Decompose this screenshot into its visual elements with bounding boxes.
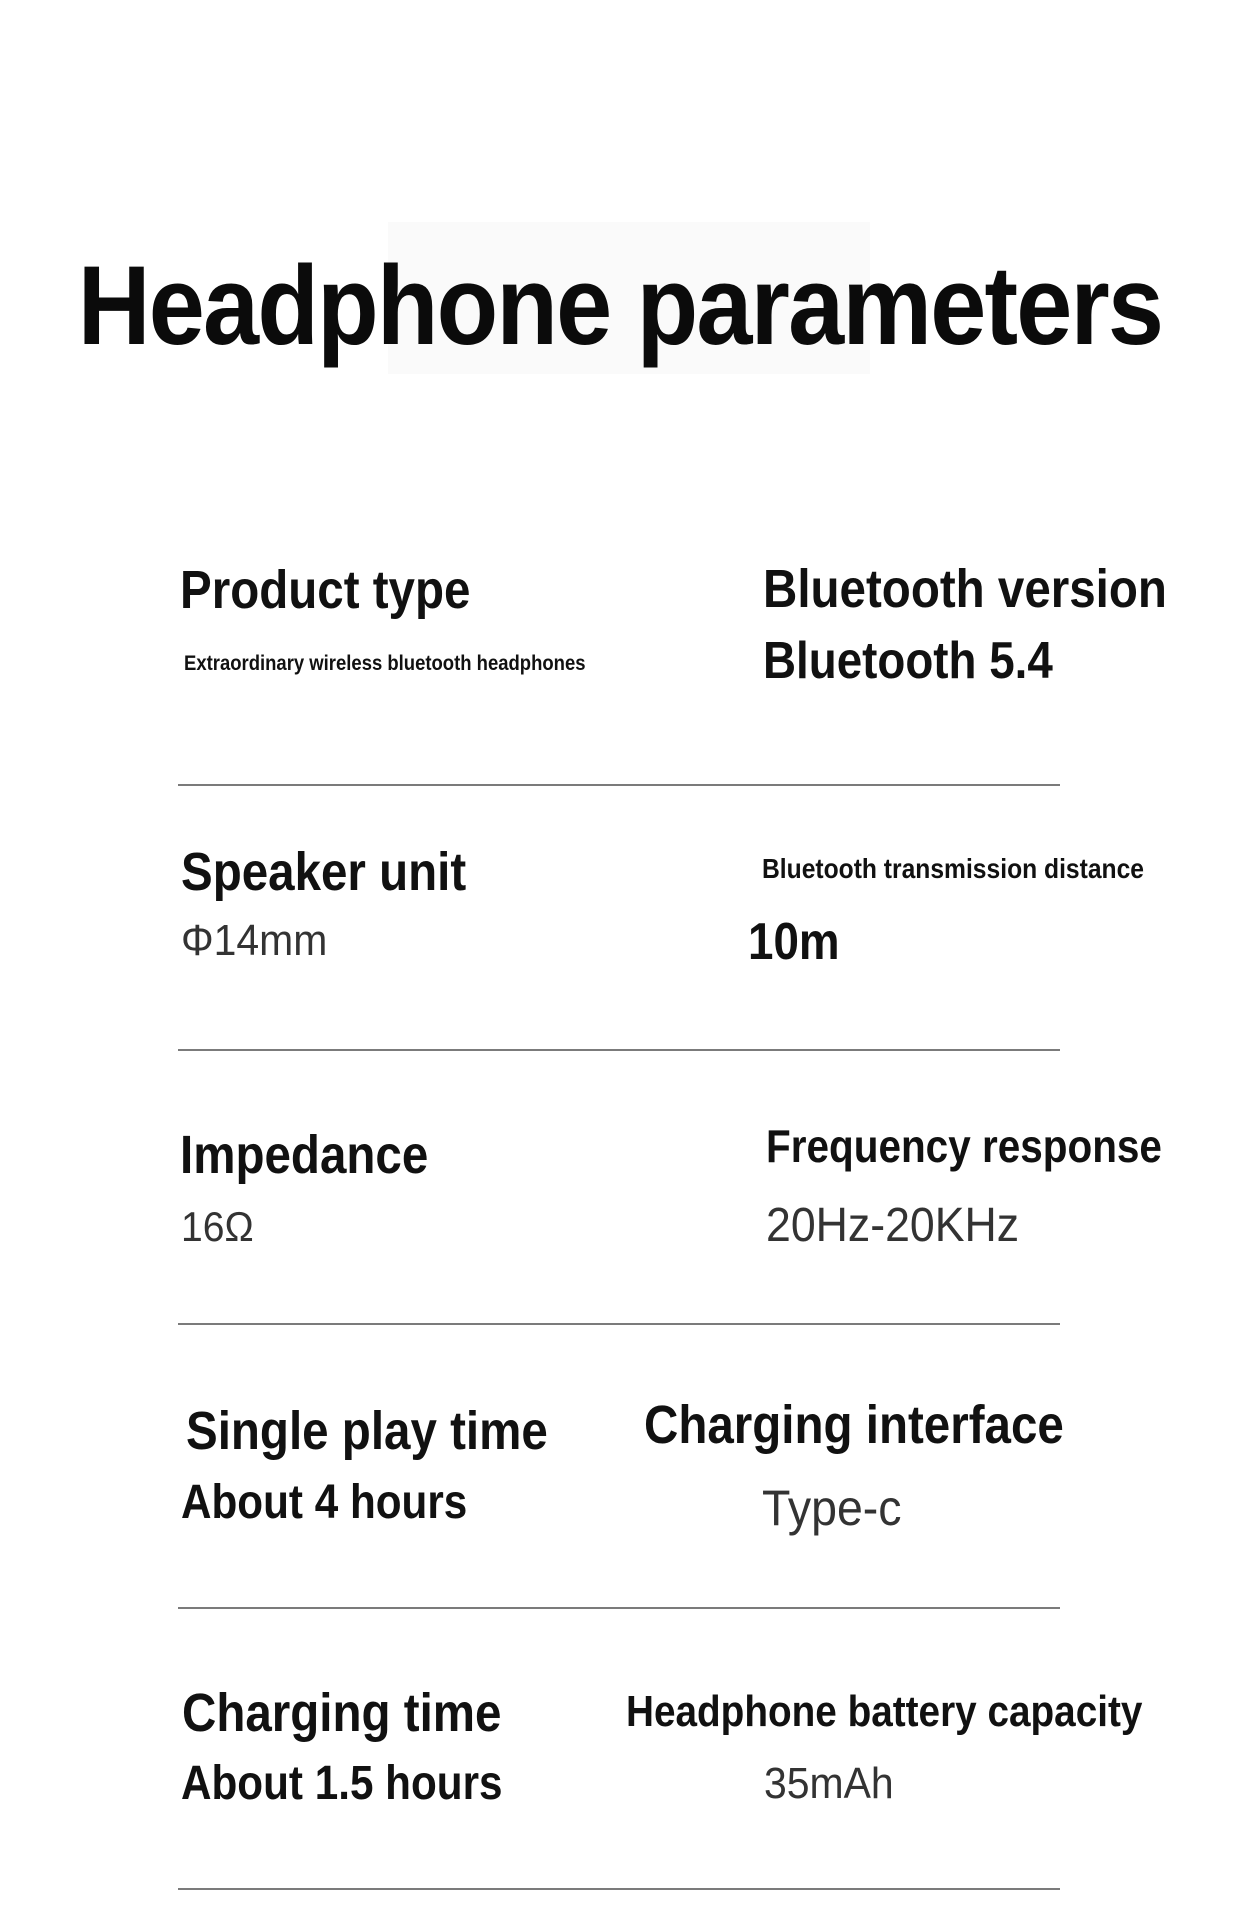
- battery-capacity-heading: Headphone battery capacity: [626, 1687, 1143, 1736]
- charging-interface-value: Type-c: [762, 1480, 902, 1536]
- row-divider-4: [178, 1607, 1060, 1609]
- row-divider-3: [178, 1323, 1060, 1325]
- single-play-time-value: About 4 hours: [181, 1476, 468, 1529]
- product-type-value: Extraordinary wireless bluetooth headphones: [184, 652, 586, 675]
- row-divider-1: [178, 784, 1060, 786]
- single-play-time-heading: Single play time: [186, 1401, 548, 1461]
- speaker-unit-heading: Speaker unit: [181, 842, 467, 902]
- bluetooth-distance-value: 10m: [748, 913, 840, 971]
- speaker-unit-value: Φ14mm: [181, 916, 328, 965]
- charging-time-heading: Charging time: [182, 1683, 502, 1743]
- charging-time-value: About 1.5 hours: [181, 1757, 503, 1810]
- row-divider-2: [178, 1049, 1060, 1051]
- row-divider-5: [178, 1888, 1060, 1890]
- bluetooth-version-value: Bluetooth 5.4: [763, 632, 1053, 690]
- battery-capacity-value: 35mAh: [764, 1759, 894, 1808]
- product-type-heading: Product type: [180, 560, 471, 620]
- charging-interface-heading: Charging interface: [644, 1395, 1064, 1455]
- bluetooth-version-heading: Bluetooth version: [763, 559, 1167, 619]
- frequency-response-heading: Frequency response: [766, 1120, 1162, 1172]
- impedance-value: 16Ω: [181, 1203, 254, 1250]
- bluetooth-distance-heading: Bluetooth transmission distance: [762, 853, 1144, 884]
- frequency-response-value: 20Hz-20KHz: [766, 1199, 1020, 1252]
- page-title: Headphone parameters: [77, 243, 1163, 368]
- impedance-heading: Impedance: [180, 1125, 429, 1185]
